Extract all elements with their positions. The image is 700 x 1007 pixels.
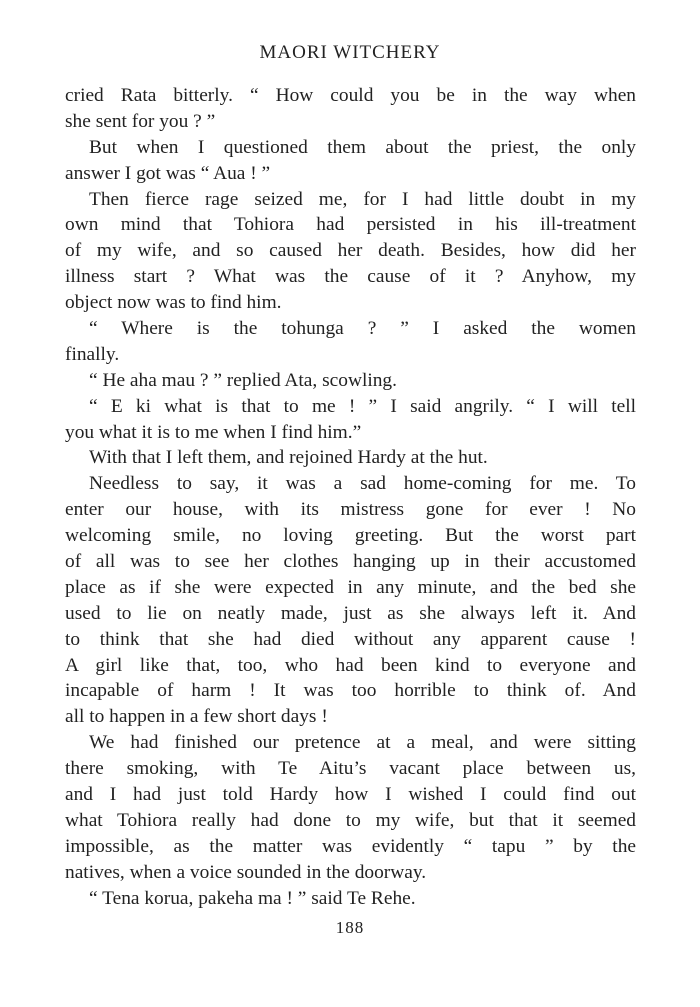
text-line: “ He aha mau ? ” replied Ata, scowling. [89, 369, 397, 391]
text-line: “ E ki what is that to me ! ” I said angrily. “ I will tell [89, 395, 636, 417]
text-line: incapable of harm ! It was too horrible to think of. And [65, 680, 636, 702]
text-line: all to happen in a few short days ! [65, 706, 328, 728]
text-line: to think that she had died without any apparent cause ! [65, 628, 636, 650]
text-line: With that I left them, and rejoined Hardy at the hut. [89, 447, 488, 469]
text-line: own mind that Tohiora had persisted in his ill-treatment [65, 214, 636, 236]
text-line: finally. [65, 343, 120, 365]
text-line: “ Tena korua, pakeha ma ! ” said Te Rehe. [89, 887, 416, 909]
text-line: A girl like that, too, who had been kind to everyone and [65, 654, 636, 676]
text-line: answer I got was “ Aua ! ” [65, 162, 271, 184]
text-line: impossible, as the matter was evidently “ tapu ” by the [65, 835, 636, 857]
text-line: enter our house, with its mistress gone for ever ! No [65, 499, 636, 521]
text-line: Needless to say, it was a sad home-coming for me. To [89, 473, 636, 495]
text-line: We had finished our pretence at a meal, and were sitting [89, 732, 636, 754]
text-line: what Tohiora really had done to my wife, but that it seemed [65, 809, 636, 831]
text-line: of my wife, and so caused her death. Besides, how did her [65, 240, 636, 262]
text-line: place as if she were expected in any minute, and the bed she [65, 576, 636, 598]
text-line: Then fierce rage seized me, for I had little doubt in my [89, 188, 636, 210]
text-line: welcoming smile, no loving greeting. But the worst part [65, 525, 636, 547]
text-line: of all was to see her clothes hanging up in their accustomed [65, 551, 636, 573]
text-line: you what it is to me when I find him.” [65, 421, 362, 443]
text-line: But when I questioned them about the priest, the only [89, 136, 636, 158]
text-line: she sent for you ? ” [65, 110, 216, 132]
text-line: object now was to find him. [65, 292, 282, 314]
text-line: cried Rata bitterly. “ How could you be in the way when [65, 85, 636, 106]
text-line: used to lie on neatly made, just as she always left it. And [65, 602, 636, 624]
text-line: illness start ? What was the cause of it ? Anyhow, my [65, 266, 636, 288]
page-number: 188 [335, 918, 365, 937]
text-line: there smoking, with Te Aitu’s vacant place between us, [65, 758, 636, 780]
text-line: natives, when a voice sounded in the doorway. [65, 861, 427, 883]
text-line: “ Where is the tohunga ? ” I asked the women [89, 318, 636, 340]
text-line: and I had just told Hardy how I wished I could find out [65, 784, 636, 806]
running-head: MAORI WITCHERY [259, 42, 441, 63]
body-text [65, 83, 636, 912]
